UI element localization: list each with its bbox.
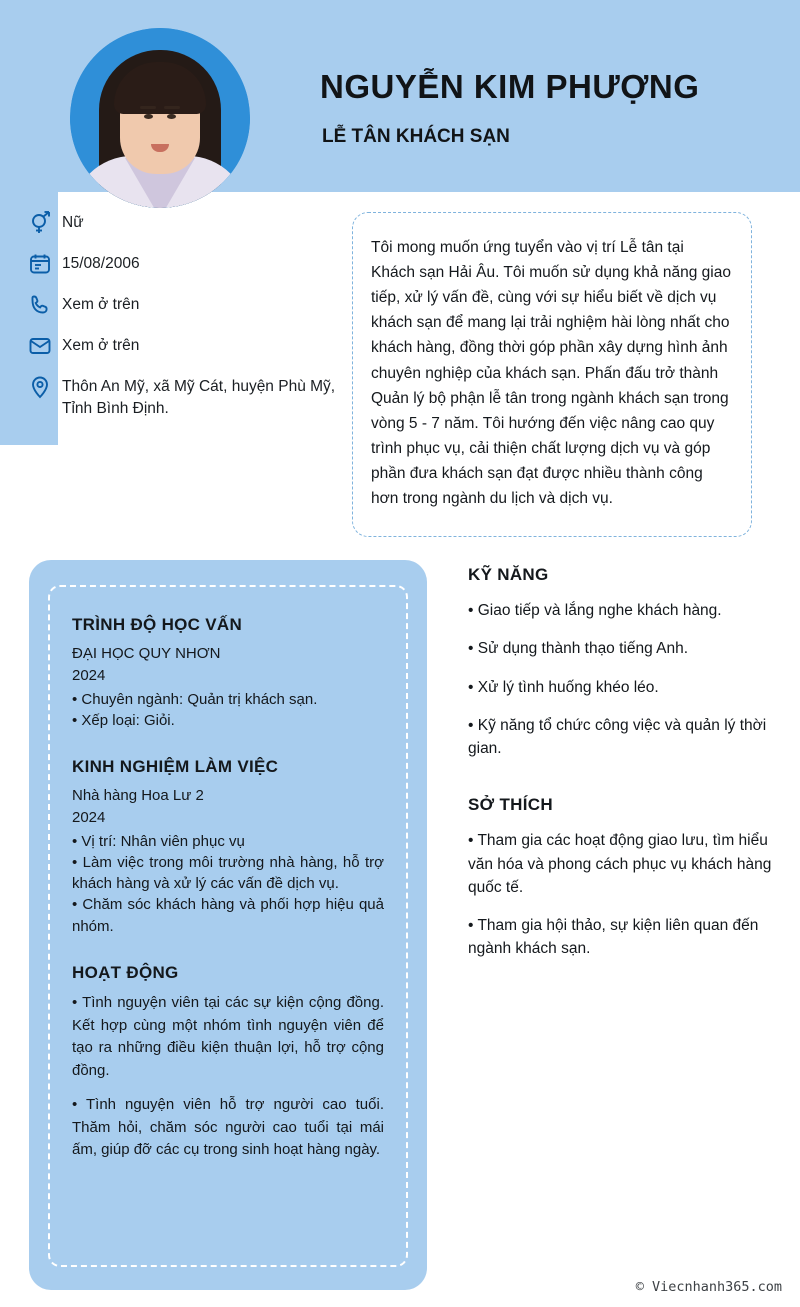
career-objective-box <box>352 212 752 537</box>
gender-icon <box>18 210 62 235</box>
skills-title: KỸ NĂNG <box>468 565 549 584</box>
job-title: LỄ TÂN KHÁCH SẠN <box>322 126 510 147</box>
education-line: • Chuyên ngành: Quản trị khách sạn. <box>72 690 318 708</box>
contact-item-phone <box>18 292 338 320</box>
skill-item: • Giao tiếp và lắng nghe khách hàng. <box>468 602 722 619</box>
experience-line: • Vị trí: Nhân viên phục vụ <box>72 832 245 850</box>
page-title: NGUYỄN KIM PHƯỢNG <box>320 68 700 105</box>
footer-credit: © Viecnhanh365.com <box>635 1279 782 1295</box>
contact-list <box>18 210 338 434</box>
experience-title: KINH NGHIỆM LÀM VIỆC <box>72 757 279 777</box>
location-icon <box>18 374 62 399</box>
contact-value: Nữ <box>62 214 84 231</box>
email-icon <box>18 333 62 358</box>
contact-value: Xem ở trên <box>62 296 140 313</box>
right-column <box>468 565 778 976</box>
activity-item: • Tình nguyện viên tại các sự kiện cộng đồng. Kết hợp cùng một nhóm tình nguyện viên để tạo ra những điều kiện thuận lợi, hỗ trợ cộng đồng. <box>72 994 384 1079</box>
contact-value: 15/08/2006 <box>62 255 140 272</box>
left-column-content <box>48 585 408 1267</box>
calendar-icon <box>18 251 62 276</box>
skill-item: • Sử dụng thành thạo tiếng Anh. <box>468 640 689 658</box>
activities-title: HOẠT ĐỘNG <box>72 963 179 983</box>
education-line: • Xếp loại: Giỏi. <box>72 711 175 729</box>
experience-line: • Làm việc trong môi trường nhà hàng, hỗ trợ khách hàng và xử lý các vấn đề dịch vụ. <box>72 853 384 893</box>
contact-item-birthday <box>18 251 338 279</box>
avatar-image <box>70 28 250 208</box>
interests-title: SỞ THÍCH <box>468 795 553 815</box>
experience-year: 2024 <box>72 809 106 827</box>
interest-item: • Tham gia hội thảo, sự kiện liên quan đến ngành khách sạn. <box>468 917 759 958</box>
contact-value: Xem ở trên <box>62 337 140 354</box>
avatar <box>70 28 250 208</box>
interest-item: • Tham gia các hoạt động giao lưu, tìm hiểu văn hóa và phong cách phục vụ khách hàng quốc tế. <box>468 832 772 896</box>
contact-item-email <box>18 333 338 361</box>
activity-item: • Tình nguyện viên hỗ trợ người cao tuổi. Thăm hỏi, chăm sóc người cao tuổi tại mái ấm, giúp đỡ các cụ trong sinh hoạt hàng ngày. <box>72 1096 384 1159</box>
education-school: ĐẠI HỌC QUY NHƠN <box>72 645 221 662</box>
skill-item: • Kỹ năng tổ chức công việc và quản lý thời gian. <box>468 716 767 757</box>
experience-company: Nhà hàng Hoa Lư 2 <box>72 787 204 805</box>
skill-item: • Xử lý tình huống khéo léo. <box>468 678 659 696</box>
contact-item-address <box>18 374 338 421</box>
phone-icon <box>18 292 62 317</box>
contact-item-gender <box>18 210 338 238</box>
contact-value: Thôn An Mỹ, xã Mỹ Cát, huyện Phù Mỹ, Tỉnh Bình Định. <box>62 378 336 418</box>
career-objective-text: Tôi mong muốn ứng tuyển vào vị trí Lễ tân tại Khách sạn Hải Âu. Tôi muốn sử dụng khả năng giao tiếp, xử lý vấn đề, cùng với sự hiểu biết về dịch vụ khách sạn để mang lại trải nghiệm hài lòng nhất cho khách hàng, đồng thời góp phần xây dựng hình ảnh chuyên nghiệp của khách sạn. Phấn đấu trở thành Quản lý bộ phận lễ tân trong ngành khách sạn trong vòng 5 - 7 năm. Tôi hướng đến việc nâng cao quy trình phục vụ, cải thiện chất lượng dịch vụ và góp phần đưa khách sạn đạt được nhiều thành công hơn trong ngành du lịch và dịch vụ. <box>371 239 731 508</box>
education-year: 2024 <box>72 667 106 685</box>
education-title: TRÌNH ĐỘ HỌC VẤN <box>72 615 243 634</box>
experience-line: • Chăm sóc khách hàng và phối hợp hiệu quả nhóm. <box>72 896 384 935</box>
